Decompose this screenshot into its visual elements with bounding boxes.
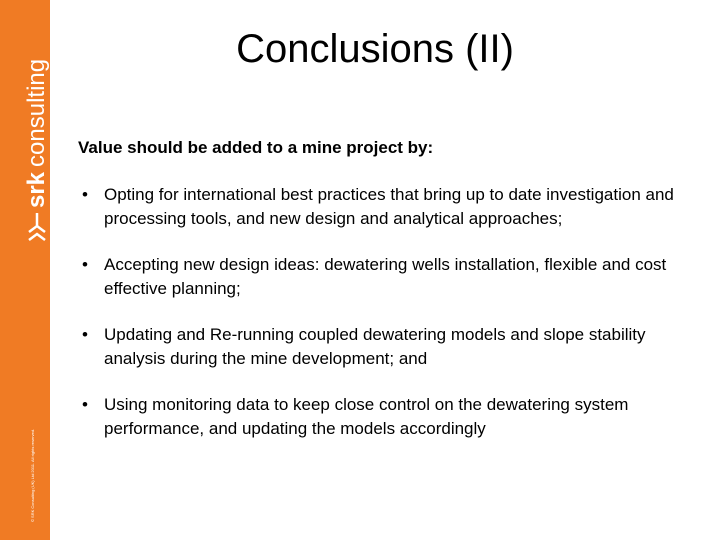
bullet-text: Updating and Re-running coupled dewatering models and slope stability analysis during the mine development; and xyxy=(104,325,646,368)
bullet-icon: • xyxy=(82,395,88,414)
bullet-icon: • xyxy=(82,255,88,274)
bullet-item xyxy=(78,183,698,231)
bullet-text: Accepting new design ideas: dewatering wells installation, flexible and cost effective planning; xyxy=(104,255,667,298)
bullet-icon: • xyxy=(82,325,88,344)
brand-tagline: consulting xyxy=(23,58,50,167)
bullet-list xyxy=(78,183,698,441)
brand-sidebar xyxy=(0,0,50,540)
bullet-icon: • xyxy=(82,185,88,204)
bullet-item xyxy=(78,253,698,301)
slide-title: Conclusions (II) xyxy=(236,27,514,71)
intro-text: Value should be added to a mine project by: xyxy=(78,138,434,157)
bullet-text: Opting for international best practices that bring up to date investigation and processing tools, and new design and analytical approaches; xyxy=(104,185,674,228)
copyright-notice: © SRK Consulting (UK) Ltd 2011. All rights reserved. xyxy=(30,428,35,522)
bullet-item xyxy=(78,393,698,441)
brand-name: srk xyxy=(23,171,50,208)
bullet-item xyxy=(78,323,698,371)
srk-logo-icon xyxy=(25,212,49,242)
brand-wordmark xyxy=(25,59,49,242)
bullet-text: Using monitoring data to keep close control on the dewatering system performance, and updating the models accordingly xyxy=(104,395,629,438)
